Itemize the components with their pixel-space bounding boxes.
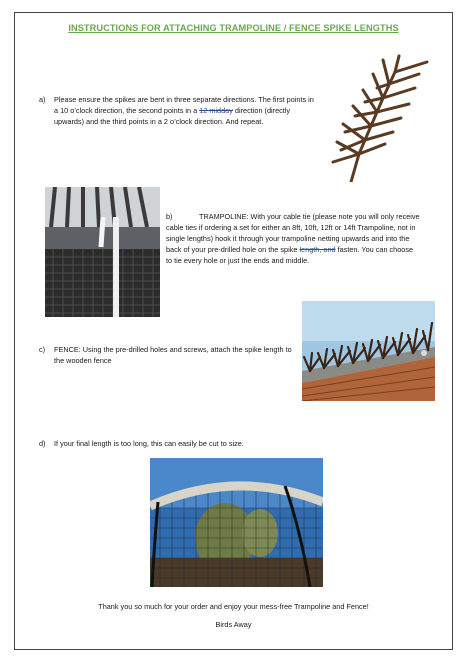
step-d-marker: d): [39, 439, 46, 448]
step-b-text-1: TRAMPOLINE: With your cable tie (please note you will only receive cable ties if ordering a set for either an 8ft, 10ft, 12ft or 14ft Trampoline, not in single lengths) hook it through your trampoline netting upwards and into the back of your pre-drilled hole on the spike: [166, 212, 420, 254]
step-c-text: FENCE: Using the pre-drilled holes and screws, attach the spike length to the wooden fence: [54, 345, 292, 365]
step-a-text: [54, 94, 316, 127]
signature: Birds Away: [215, 620, 252, 629]
fence-spike-photo: [302, 301, 435, 401]
thank-you-message: Thank you so much for your order and enjoy your mess-free Trampoline and Fence!: [98, 602, 369, 611]
step-b-text: [166, 211, 421, 266]
step-a-marker: a): [39, 95, 46, 104]
page-title: INSTRUCTIONS FOR ATTACHING TRAMPOLINE / FENCE SPIKE LENGTHS: [68, 23, 399, 33]
document-page: [14, 12, 453, 650]
step-a-strikethrough: 12 midday: [199, 106, 233, 115]
step-b-strikethrough: length, and: [299, 245, 336, 254]
step-a-text-1: Please ensure the spikes are bent in three separate directions. The first points in a 10 o’clock direction, the second points in a: [54, 95, 314, 115]
step-b-marker: b): [166, 212, 173, 221]
step-c-marker: c): [39, 345, 46, 354]
step-d-text: If your final length is too long, this can easily be cut to size.: [54, 439, 244, 448]
trampoline-enclosure-photo: [150, 458, 323, 587]
trampoline-net-attach-photo: [45, 187, 160, 317]
step-b-text-2: fasten. You can choose to tie every hole or just the ends and middle.: [166, 245, 414, 265]
step-a-text-2: direction (directly upwards) and the third points in a 2 o’clock direction. And repeat.: [54, 106, 291, 126]
bent-spike-photo: [319, 54, 431, 182]
